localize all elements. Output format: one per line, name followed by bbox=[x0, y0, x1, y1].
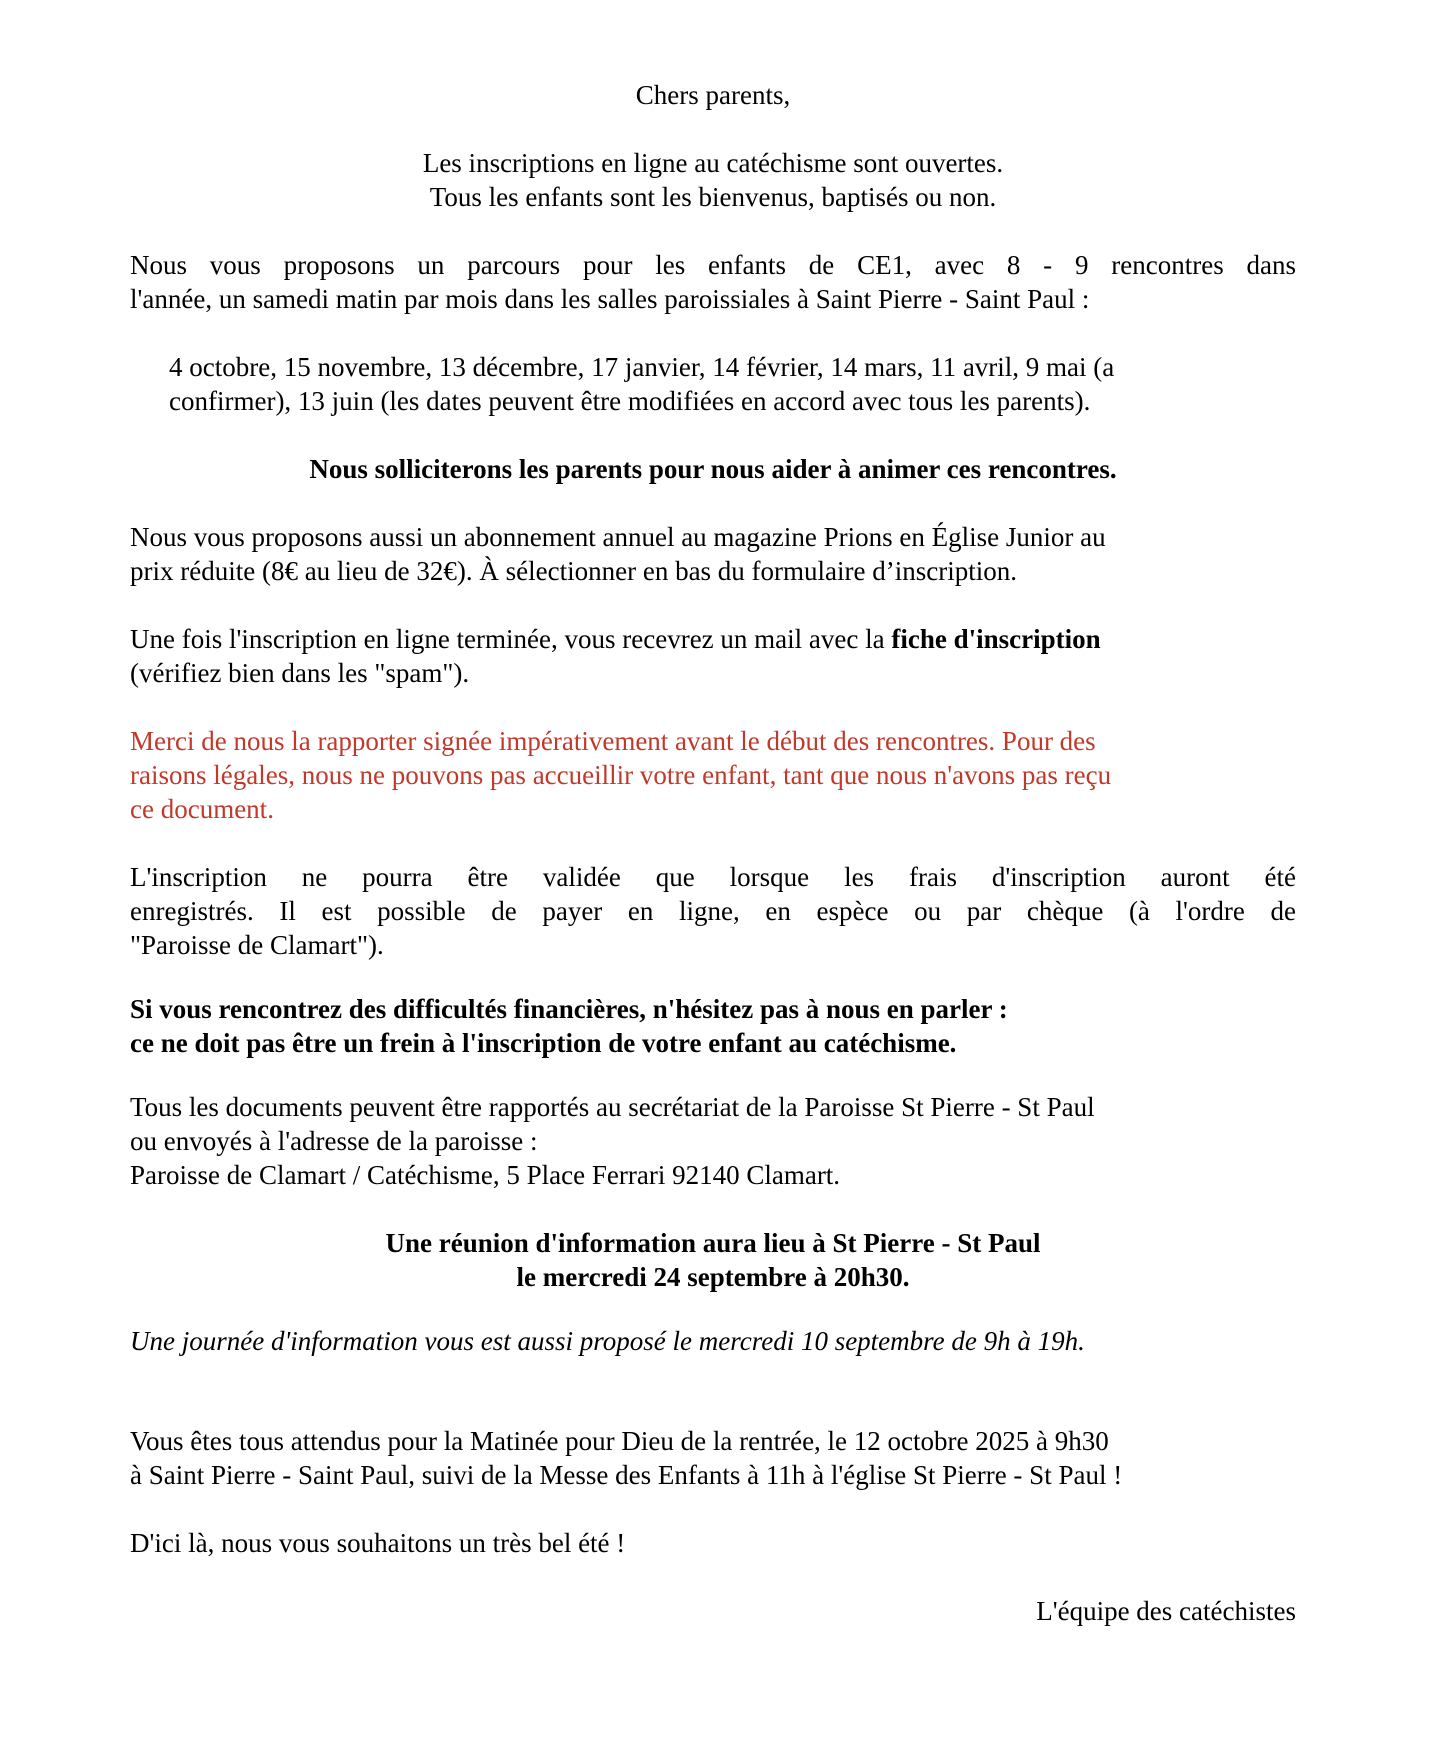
intro-line-2: Tous les enfants sont les bienvenus, baptisés ou non. bbox=[429, 182, 997, 212]
dates-line-1: 4 octobre, 15 novembre, 13 décembre, 17 janvier, 14 février, 14 mars, 11 avril, 9 mai (a bbox=[169, 352, 1115, 382]
journee-paragraph: Une journée d'information vous est aussi proposé le mercredi 10 septembre de 9h à 19h. bbox=[130, 1326, 1085, 1356]
closing-line: D'ici là, nous vous souhaitons un très bel été ! bbox=[130, 1528, 626, 1558]
fiche-line-1-text: Une fois l'inscription en ligne terminée, vous recevrez un mail avec la bbox=[130, 624, 892, 654]
abonnement-line-2: prix réduite (8€ au lieu de 32€). À sélectionner en bas du formulaire d’inscription. bbox=[130, 556, 1017, 586]
intro-paragraph bbox=[130, 146, 1296, 214]
documents-address: Paroisse de Clamart / Catéchisme, 5 Place Ferrari 92140 Clamart. bbox=[130, 1160, 841, 1190]
warning-line-2: raisons légales, nous ne pouvons pas accueillir votre enfant, tant que nous n'avons pas reçu bbox=[130, 760, 1112, 790]
abonnement-paragraph bbox=[130, 520, 1296, 588]
reunion-line-1: Une réunion d'information aura lieu à St Pierre - St Paul bbox=[385, 1228, 1041, 1258]
warning-line-1: Merci de nous la rapporter signée impérativement avant le début des rencontres. Pour des bbox=[130, 726, 1096, 756]
payment-line-2: enregistrés. Il est possible de payer en ligne, en espèce ou par chèque (à l'ordre de bbox=[130, 896, 1296, 926]
financial-line-1: Si vous rencontrez des difficultés financières, n'hésitez pas à nous en parler : bbox=[130, 994, 1008, 1024]
financial-line-2: ce ne doit pas être un frein à l'inscription de votre enfant au catéchisme. bbox=[130, 1028, 957, 1058]
payment-line-1: L'inscription ne pourra être validée que lorsque les frais d'inscription auront été bbox=[130, 862, 1296, 892]
greeting: Chers parents, bbox=[635, 80, 791, 110]
letter bbox=[130, 78, 1296, 1628]
matinee-line-2: à Saint Pierre - Saint Paul, suivi de la Messe des Enfants à 11h à l'église St Pierre - St Paul ! bbox=[130, 1460, 1123, 1490]
fiche-inscription-bold: fiche d'inscription bbox=[891, 624, 1101, 654]
reunion-heading bbox=[130, 1226, 1296, 1294]
parcours-line-2: l'année, un samedi matin par mois dans les salles paroissiales à Saint Pierre - Saint Paul : bbox=[130, 284, 1090, 314]
payment-paragraph bbox=[130, 860, 1296, 962]
documents-paragraph bbox=[130, 1090, 1296, 1192]
documents-line-1: Tous les documents peuvent être rapportés au secrétariat de la Paroisse St Pierre - St Paul bbox=[130, 1092, 1095, 1122]
payment-line-3: "Paroisse de Clamart"). bbox=[130, 930, 384, 960]
fiche-paragraph bbox=[130, 622, 1296, 690]
financial-paragraph bbox=[130, 992, 1296, 1060]
intro-line-1: Les inscriptions en ligne au catéchisme sont ouvertes. bbox=[422, 148, 1004, 178]
warning-paragraph bbox=[130, 724, 1296, 826]
dates-paragraph bbox=[130, 350, 1296, 418]
fiche-line-2: (vérifiez bien dans les "spam"). bbox=[130, 658, 470, 688]
matinee-line-1: Vous êtes tous attendus pour la Matinée pour Dieu de la rentrée, le 12 octobre 2025 à 9h30 bbox=[130, 1426, 1109, 1456]
documents-line-2: ou envoyés à l'adresse de la paroisse : bbox=[130, 1126, 538, 1156]
matinee-paragraph bbox=[130, 1424, 1296, 1492]
warning-line-3: ce document. bbox=[130, 794, 274, 824]
dates-line-2: confirmer), 13 juin (les dates peuvent être modifiées en accord avec tous les parents). bbox=[169, 386, 1091, 416]
parents-help-heading: Nous solliciterons les parents pour nous aider à animer ces rencontres. bbox=[309, 454, 1117, 484]
abonnement-line-1: Nous vous proposons aussi un abonnement annuel au magazine Prions en Église Junior au bbox=[130, 522, 1106, 552]
parcours-line-1: Nous vous proposons un parcours pour les enfants de CE1, avec 8 - 9 rencontres dans bbox=[130, 250, 1296, 280]
parcours-paragraph bbox=[130, 248, 1296, 316]
fiche-line-1 bbox=[130, 622, 1296, 656]
reunion-line-2: le mercredi 24 septembre à 20h30. bbox=[516, 1262, 910, 1292]
signature: L'équipe des catéchistes bbox=[1036, 1596, 1296, 1626]
